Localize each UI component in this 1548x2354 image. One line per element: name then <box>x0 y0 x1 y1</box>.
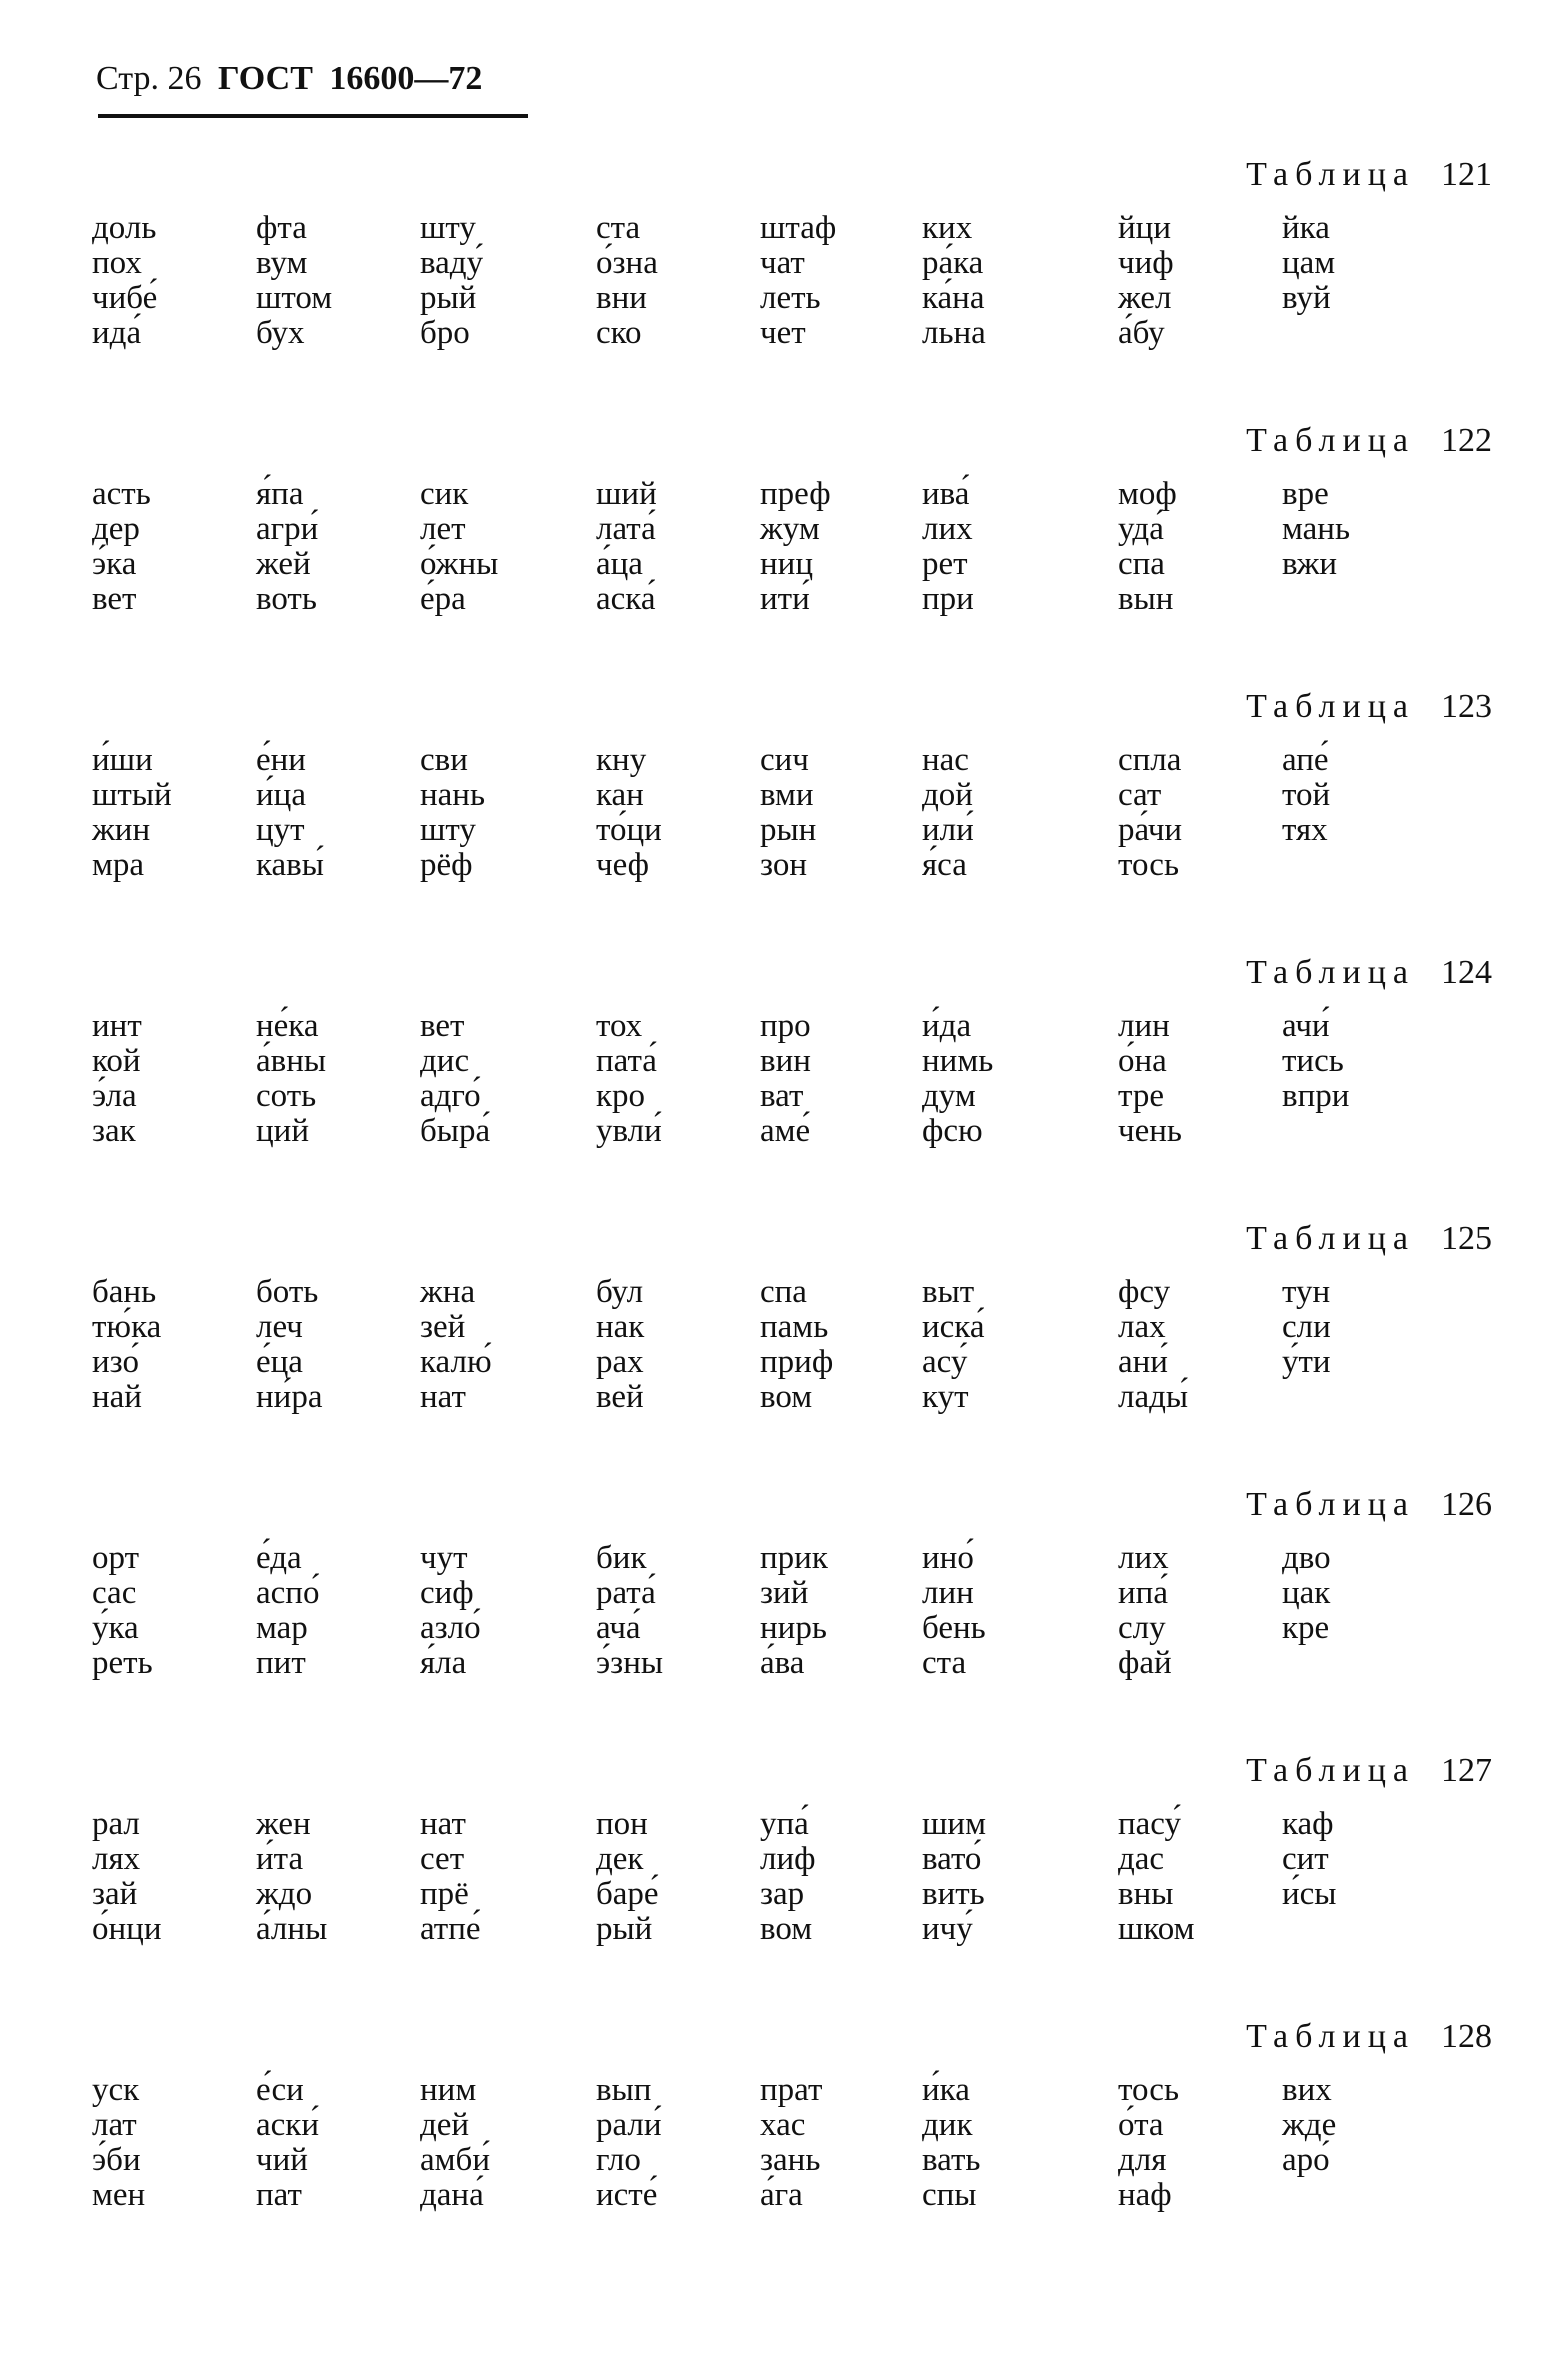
table-caption <box>1246 1488 1492 1522</box>
table-word: вми <box>760 777 814 813</box>
table-word: чий <box>256 2142 308 2178</box>
table-word: сик <box>420 476 469 512</box>
table-word: фсю <box>922 1113 983 1149</box>
standard-label: ГОСТ <box>218 60 313 97</box>
table-word: я́па <box>256 476 304 512</box>
table-word: кре <box>1282 1610 1330 1646</box>
word-grid <box>0 478 1548 628</box>
word-grid <box>0 212 1548 362</box>
table-word: зак <box>92 1113 136 1149</box>
table-word: нат <box>420 1379 466 1415</box>
table-word: вом <box>760 1911 813 1947</box>
table-word: дой <box>922 777 973 813</box>
table-word: зай <box>92 1876 138 1912</box>
table-word: амби́ <box>420 2142 490 2178</box>
table-word: вет <box>92 581 137 617</box>
table-caption <box>1246 2020 1492 2054</box>
table-word: бул <box>596 1274 644 1310</box>
table-word: най <box>92 1379 142 1415</box>
table-word: бань <box>92 1274 157 1310</box>
table-caption-word: Таблица <box>1246 1220 1415 1257</box>
table-word: адго́ <box>420 1078 481 1114</box>
table-word: ива́ <box>922 476 970 512</box>
table-word: нирь <box>760 1610 827 1646</box>
table-word: исте́ <box>596 2177 658 2213</box>
word-grid <box>0 744 1548 894</box>
table-word: инт <box>92 1008 142 1044</box>
table-word: цут <box>256 812 305 848</box>
table-word: ваду́ <box>420 245 484 281</box>
table-word: тях <box>1282 812 1328 848</box>
table-word: дис <box>420 1043 470 1079</box>
table-word: и́ши <box>92 742 153 778</box>
table-word: ним <box>420 2072 477 2108</box>
table-word: ида́ <box>92 315 142 351</box>
table-caption-word: Таблица <box>1246 688 1415 725</box>
table-word: о́жны <box>420 546 499 582</box>
table-caption-word: Таблица <box>1246 1486 1415 1523</box>
table-word: е́ца <box>256 1344 303 1380</box>
table-word: жум <box>760 511 820 547</box>
page-header <box>96 62 482 96</box>
table-word: а́бу <box>1118 315 1165 351</box>
table-word: тре <box>1118 1078 1164 1114</box>
table-word: шим <box>922 1806 986 1842</box>
table-word: тю́ка <box>92 1309 162 1345</box>
table-word: спы <box>922 2177 977 2213</box>
table-word: не́ка <box>256 1008 319 1044</box>
table-word: сич <box>760 742 809 778</box>
table-caption <box>1246 1754 1492 1788</box>
table-word: прик <box>760 1540 828 1576</box>
table-word: зань <box>760 2142 821 2178</box>
table-word: пон <box>596 1806 648 1842</box>
table-word: каф <box>1282 1806 1334 1842</box>
table-word: йци <box>1118 210 1171 246</box>
table-word: бик <box>596 1540 647 1576</box>
table-word: вом <box>760 1379 813 1415</box>
table-word: лата́ <box>596 511 656 547</box>
table-number: 124 <box>1441 954 1492 991</box>
header-underline <box>98 114 528 118</box>
table-word: вать <box>922 2142 981 2178</box>
table-word: ста <box>596 210 641 246</box>
table-word: кну <box>596 742 647 778</box>
table-word: вей <box>596 1379 644 1415</box>
table-word: вих <box>1282 2072 1332 2108</box>
table-caption-word: Таблица <box>1246 954 1415 991</box>
table-word: доль <box>92 210 157 246</box>
table-word: фсу <box>1118 1274 1171 1310</box>
table-word: чут <box>420 1540 468 1576</box>
word-grid <box>0 1010 1548 1160</box>
table-number: 128 <box>1441 2018 1492 2055</box>
table-word: дво <box>1282 1540 1331 1576</box>
table-word: вум <box>256 245 308 281</box>
table-word: и́да <box>922 1008 972 1044</box>
table-word: рата́ <box>596 1575 656 1611</box>
table-word: лиф <box>760 1841 816 1877</box>
table-word: калю́ <box>420 1344 492 1380</box>
table-word: ват <box>760 1078 804 1114</box>
table-word: я́са <box>922 847 967 883</box>
table-word: реть <box>92 1645 153 1681</box>
table-word: э́зны <box>596 1645 664 1681</box>
table-word: ра́ка <box>922 245 984 281</box>
table-word: ка́на <box>922 280 985 316</box>
table-word: тох <box>596 1008 643 1044</box>
table-word: вуй <box>1282 280 1331 316</box>
word-grid <box>0 1542 1548 1692</box>
table-word: сви <box>420 742 468 778</box>
table-word: рёф <box>420 847 473 883</box>
table-word: а́ва <box>760 1645 805 1681</box>
table-word: жел <box>1118 280 1172 316</box>
table-word: э́ка <box>92 546 137 582</box>
table-word: чет <box>760 315 806 351</box>
table-word: чибе́ <box>92 280 158 316</box>
table-caption <box>1246 1222 1492 1256</box>
word-grid <box>0 1276 1548 1426</box>
table-word: штаф <box>760 210 837 246</box>
table-word: вре <box>1282 476 1329 512</box>
table-word: мен <box>92 2177 146 2213</box>
table-word: чат <box>760 245 805 281</box>
table-word: апе́ <box>1282 742 1329 778</box>
table-word: вато́ <box>922 1841 982 1877</box>
table-word: лих <box>1118 1540 1169 1576</box>
table-word: пата́ <box>596 1043 657 1079</box>
table-word: тись <box>1282 1043 1344 1079</box>
table-word: штом <box>256 280 333 316</box>
table-number: 126 <box>1441 1486 1492 1523</box>
table-word: баре́ <box>596 1876 659 1912</box>
table-word: о́на <box>1118 1043 1167 1079</box>
table-word: шту <box>420 210 476 246</box>
table-word: ити́ <box>760 581 810 617</box>
table-word: хас <box>760 2107 806 2143</box>
table-word: упа́ <box>760 1806 809 1842</box>
table-number: 122 <box>1441 422 1492 459</box>
table-word: аме́ <box>760 1113 811 1149</box>
table-caption-word: Таблица <box>1246 156 1415 193</box>
table-word: дек <box>596 1841 644 1877</box>
table-word: зий <box>760 1575 809 1611</box>
table-word: слу <box>1118 1610 1166 1646</box>
table-word: леч <box>256 1309 303 1345</box>
table-word: вни <box>596 280 647 316</box>
table-word: ждо <box>256 1876 313 1912</box>
page-number: Стр. 26 <box>96 60 202 97</box>
table-word: лет <box>420 511 466 547</box>
table-word: тун <box>1282 1274 1331 1310</box>
table-number: 127 <box>1441 1752 1492 1789</box>
table-word: ани́ <box>1118 1344 1168 1380</box>
table-word: моф <box>1118 476 1177 512</box>
table-word: цак <box>1282 1575 1331 1611</box>
table-word: лях <box>92 1841 141 1877</box>
table-word: орт <box>92 1540 139 1576</box>
table-word: жде <box>1282 2107 1337 2143</box>
table-word: о́нци <box>92 1911 162 1947</box>
table-caption-word: Таблица <box>1246 2018 1415 2055</box>
table-word: сли <box>1282 1309 1331 1345</box>
table-word: нимь <box>922 1043 994 1079</box>
table-word: кут <box>922 1379 969 1415</box>
table-word: вып <box>596 2072 652 2108</box>
table-word: ций <box>256 1113 309 1149</box>
table-word: той <box>1282 777 1331 813</box>
table-caption <box>1246 690 1492 724</box>
table-word: лин <box>1118 1008 1170 1044</box>
table-word: нат <box>420 1806 466 1842</box>
table-word: льна <box>922 315 986 351</box>
table-word: дей <box>420 2107 470 2143</box>
table-word: иска́ <box>922 1309 985 1345</box>
table-word: ниц <box>760 546 813 582</box>
table-word: ско <box>596 315 642 351</box>
table-word: ача́ <box>596 1610 641 1646</box>
table-word: изо́ <box>92 1344 140 1380</box>
standard-number: 16600—72 <box>329 60 483 97</box>
table-number: 123 <box>1441 688 1492 725</box>
table-word: сат <box>1118 777 1162 813</box>
table-word: е́си <box>256 2072 304 2108</box>
table-word: жен <box>256 1806 311 1842</box>
table-caption <box>1246 158 1492 192</box>
table-word: для <box>1118 2142 1167 2178</box>
table-word: о́та <box>1118 2107 1164 2143</box>
table-word: азло́ <box>420 1610 481 1646</box>
table-word: ста <box>922 1645 967 1681</box>
table-word: шту <box>420 812 476 848</box>
table-word: кой <box>92 1043 141 1079</box>
table-caption-word: Таблица <box>1246 1752 1415 1789</box>
table-word: прат <box>760 2072 823 2108</box>
table-word: пит <box>256 1645 306 1681</box>
table-word: или́ <box>922 812 974 848</box>
table-word: лих <box>922 511 973 547</box>
table-word: спла <box>1118 742 1182 778</box>
table-word: ший <box>596 476 657 512</box>
table-word: рет <box>922 546 968 582</box>
table-word: впри <box>1282 1078 1350 1114</box>
table-word: вить <box>922 1876 985 1912</box>
table-word: сет <box>420 1841 465 1877</box>
table-word: мань <box>1282 511 1351 547</box>
table-word: фай <box>1118 1645 1172 1681</box>
table-word: ра́чи <box>1118 812 1183 848</box>
table-word: рах <box>596 1344 644 1380</box>
table-word: асу́ <box>922 1344 968 1380</box>
table-word: про <box>760 1008 811 1044</box>
table-word: рый <box>596 1911 653 1947</box>
table-word: и́ца <box>256 777 306 813</box>
table-word: вжи <box>1282 546 1338 582</box>
table-word: зар <box>760 1876 805 1912</box>
table-word: лах <box>1118 1309 1166 1345</box>
table-word: е́ни <box>256 742 306 778</box>
table-word: штый <box>92 777 172 813</box>
table-word: рый <box>420 280 477 316</box>
table-word: увли́ <box>596 1113 662 1149</box>
table-word: ких <box>922 210 973 246</box>
table-word: вын <box>1118 581 1174 617</box>
table-word: преф <box>760 476 831 512</box>
table-caption <box>1246 956 1492 990</box>
table-number: 121 <box>1441 156 1492 193</box>
table-word: аспо́ <box>256 1575 320 1611</box>
table-word: лат <box>92 2107 137 2143</box>
table-word: ни́ра <box>256 1379 323 1415</box>
table-word: цам <box>1282 245 1336 281</box>
table-number: 125 <box>1441 1220 1492 1257</box>
table-caption-word: Таблица <box>1246 422 1415 459</box>
table-word: вны <box>1118 1876 1174 1912</box>
table-word: спа <box>760 1274 807 1310</box>
table-word: нак <box>596 1309 645 1345</box>
table-word: гло <box>596 2142 641 2178</box>
table-word: е́да <box>256 1540 302 1576</box>
table-word: бень <box>922 1610 986 1646</box>
table-word: дас <box>1118 1841 1165 1877</box>
table-word: кавы́ <box>256 847 324 883</box>
table-word: ачи́ <box>1282 1008 1330 1044</box>
table-word: спа <box>1118 546 1165 582</box>
table-word: бух <box>256 315 305 351</box>
table-word: уск <box>92 2072 140 2108</box>
table-word: сас <box>92 1575 137 1611</box>
table-word: а́вны <box>256 1043 327 1079</box>
table-word: быра́ <box>420 1113 491 1149</box>
table-word: кан <box>596 777 644 813</box>
table-word: сит <box>1282 1841 1329 1877</box>
table-word: аски́ <box>256 2107 319 2143</box>
table-word: а́лны <box>256 1911 328 1947</box>
table-word: бро <box>420 315 470 351</box>
table-word: и́сы <box>1282 1876 1337 1912</box>
table-word: тось <box>1118 2072 1180 2108</box>
table-word: атпе́ <box>420 1911 481 1947</box>
table-word: прё <box>420 1876 469 1912</box>
table-word: агри́ <box>256 511 319 547</box>
table-word: чень <box>1118 1113 1182 1149</box>
table-word: асть <box>92 476 151 512</box>
table-word: приф <box>760 1344 834 1380</box>
table-word: дум <box>922 1078 976 1114</box>
table-word: е́ра <box>420 581 466 617</box>
table-word: фта <box>256 210 307 246</box>
table-word: и́ка <box>922 2072 970 2108</box>
table-word: сиф <box>420 1575 474 1611</box>
table-word: ичу́ <box>922 1911 973 1947</box>
table-word: вет <box>420 1008 465 1044</box>
table-word: уда́ <box>1118 511 1164 547</box>
table-word: йка <box>1282 210 1330 246</box>
table-word: а́ца <box>596 546 643 582</box>
table-word: памь <box>760 1309 829 1345</box>
table-word: соть <box>256 1078 317 1114</box>
table-word: аска́ <box>596 581 656 617</box>
table-word: мар <box>256 1610 308 1646</box>
table-word: ипа́ <box>1118 1575 1168 1611</box>
word-grid <box>0 1808 1548 1958</box>
table-word: у́ка <box>92 1610 139 1646</box>
table-word: жин <box>92 812 151 848</box>
table-word: зон <box>760 847 808 883</box>
table-word: чеф <box>596 847 650 883</box>
table-word: при <box>922 581 974 617</box>
table-word: пат <box>256 2177 302 2213</box>
table-word: ино́ <box>922 1540 974 1576</box>
table-word: кро <box>596 1078 646 1114</box>
table-word: мра <box>92 847 145 883</box>
table-word: а́га <box>760 2177 803 2213</box>
table-word: и́та <box>256 1841 304 1877</box>
table-word: нань <box>420 777 486 813</box>
table-word: дер <box>92 511 140 547</box>
table-word: у́ти <box>1282 1344 1331 1380</box>
table-word: лин <box>922 1575 974 1611</box>
table-word: рын <box>760 812 817 848</box>
table-word: нас <box>922 742 969 778</box>
table-word: выт <box>922 1274 975 1310</box>
table-word: о́зна <box>596 245 658 281</box>
table-word: пасу́ <box>1118 1806 1182 1842</box>
table-word: зей <box>420 1309 466 1345</box>
table-word: жей <box>256 546 311 582</box>
table-word: тось <box>1118 847 1180 883</box>
table-word: чиф <box>1118 245 1174 281</box>
table-word: рали́ <box>596 2107 662 2143</box>
table-word: шком <box>1118 1911 1195 1947</box>
table-word: то́ци <box>596 812 662 848</box>
table-word: наф <box>1118 2177 1172 2213</box>
table-word: вин <box>760 1043 811 1079</box>
table-word: дик <box>922 2107 973 2143</box>
table-word: аро́ <box>1282 2142 1330 2178</box>
table-word: лады́ <box>1118 1379 1189 1415</box>
table-word: воть <box>256 581 317 617</box>
table-word: жна <box>420 1274 476 1310</box>
table-word: пох <box>92 245 142 281</box>
table-word: леть <box>760 280 821 316</box>
word-grid <box>0 2074 1548 2224</box>
table-word: э́ла <box>92 1078 137 1114</box>
table-caption <box>1246 424 1492 458</box>
table-word: дана́ <box>420 2177 484 2213</box>
table-word: э́би <box>92 2142 141 2178</box>
table-word: я́ла <box>420 1645 467 1681</box>
table-word: рал <box>92 1806 140 1842</box>
table-word: боть <box>256 1274 319 1310</box>
